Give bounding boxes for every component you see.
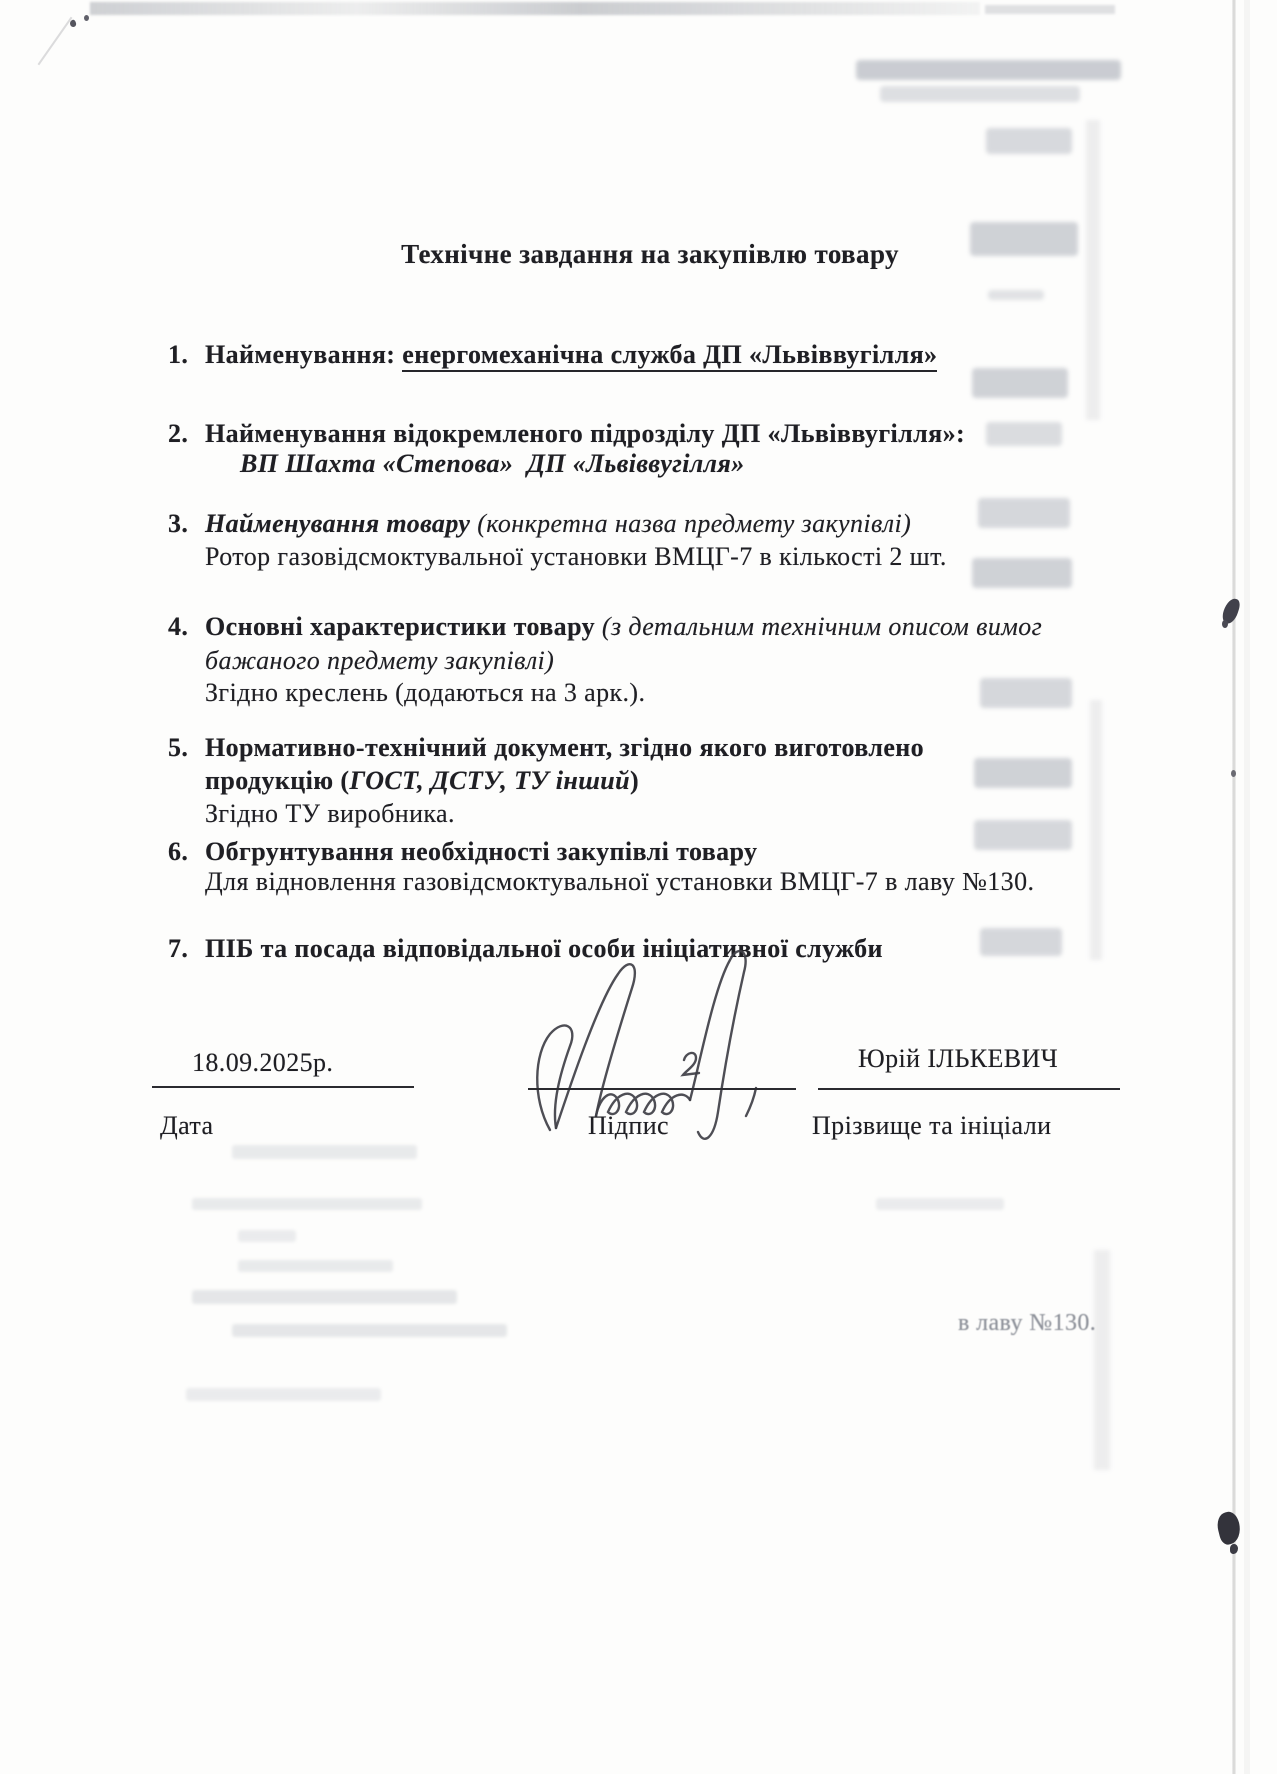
item-2-heading: Найменування відокремленого підрозділу ДП «Львіввугілля»:	[205, 419, 966, 448]
item-1-number: 1.	[168, 340, 189, 369]
item-5-body: Згідно ТУ виробника.	[205, 799, 455, 828]
signature-name: Юрій ІЛЬКЕВИЧ	[858, 1044, 1059, 1073]
bleed-smudge	[974, 820, 1072, 850]
item-6-number: 6.	[168, 837, 189, 866]
date-label: Дата	[160, 1111, 214, 1140]
item-5	[168, 733, 924, 763]
item-3-heading: Найменування товару	[205, 509, 478, 538]
bleed-text-fragment: в лаву №130.	[958, 1310, 1097, 1336]
page-edge-crease	[1232, 0, 1236, 1774]
item-3-body: Ротор газовідсмоктувальної установки ВМЦГ-7 в кількості 2 шт.	[205, 542, 947, 571]
item-5-note: ГОСТ, ДСТУ, ТУ інший	[349, 766, 630, 795]
item-5-number: 5.	[168, 733, 189, 762]
item-7-number: 7.	[168, 934, 189, 963]
bleed-smudge	[232, 1324, 507, 1337]
ink-speck	[1231, 770, 1236, 777]
bleed-smudge	[972, 558, 1072, 588]
item-3-note: (конкретна назва предмету закупівлі)	[477, 509, 912, 538]
ink-blot	[1214, 1510, 1243, 1546]
bleed-smudge	[972, 368, 1068, 398]
item-1-value: енергомеханічна служба ДП «Львіввугілля»	[402, 340, 937, 372]
bleed-smudge	[192, 1290, 457, 1304]
item-5-heading: Нормативно-технічний документ, згідно якого виготовлено	[205, 733, 925, 762]
item-4-note: (з детальним технічним описом вимог	[601, 612, 1043, 641]
bleed-smudge	[986, 422, 1062, 446]
bleed-smudge	[192, 1198, 422, 1210]
signature-underline	[528, 1088, 796, 1090]
signature-stroke	[556, 964, 635, 1128]
bleed-smudge	[186, 1388, 381, 1401]
bleed-smudge	[880, 86, 1080, 102]
name-initials-label: Прізвище та ініціали	[812, 1111, 1052, 1140]
bleed-smudge	[980, 928, 1062, 956]
item-5-heading-cont	[205, 766, 639, 796]
name-underline	[818, 1088, 1120, 1090]
bleed-smudge	[974, 758, 1072, 788]
bleed-smudge	[978, 498, 1070, 528]
bleed-smudge	[980, 678, 1072, 708]
bleed-smudge	[856, 60, 1121, 80]
signature-stroke	[690, 951, 746, 1139]
signature-stroke	[746, 1088, 756, 1116]
item-4-note-cont: бажаного предмету закупівлі)	[205, 646, 555, 675]
scan-smudge-top-right	[985, 5, 1115, 14]
ink-speck	[1230, 1544, 1238, 1554]
date-value: 18.09.2025р.	[192, 1048, 334, 1077]
item-3-number: 3.	[168, 509, 189, 538]
scan-streak	[1090, 700, 1102, 960]
item-6	[168, 837, 757, 867]
item-2-number: 2.	[168, 419, 189, 448]
signature-label: Підпис	[588, 1111, 669, 1140]
date-underline	[152, 1086, 414, 1088]
item-4-number: 4.	[168, 612, 189, 641]
item-1-label: Найменування:	[205, 340, 403, 369]
item-2-subline: ВП Шахта «Степова» ДП «Львіввугілля»	[240, 449, 745, 478]
bleed-smudge	[876, 1198, 1004, 1210]
item-4-body: Згідно креслень (додаються на 3 арк.).	[205, 678, 646, 707]
item-6-body: Для відновлення газовідсмоктувальної установки ВМЦГ-7 в лаву №130.	[205, 867, 1035, 896]
document-title: Технічне завдання на закупівлю товару	[401, 239, 899, 269]
item-7-heading: ПІБ та посада відповідальної особи ініціативної служби	[205, 934, 883, 963]
ink-speck	[84, 15, 89, 21]
bleed-smudge	[986, 128, 1072, 154]
item-5-heading3: )	[630, 766, 640, 795]
scan-streak	[1094, 1250, 1110, 1470]
item-2	[168, 419, 965, 449]
item-4-heading: Основні характеристики товару	[205, 612, 602, 641]
scan-smudge-top	[90, 2, 980, 15]
item-6-heading: Обгрунтування необхідності закупівлі товару	[205, 837, 758, 866]
item-4	[168, 612, 1042, 642]
ink-speck	[1222, 620, 1228, 628]
item-5-heading2: продукцію (	[205, 766, 350, 795]
bleed-smudge	[232, 1145, 417, 1159]
page-edge-shadow	[1244, 0, 1250, 1774]
item-1	[168, 340, 937, 370]
bleed-smudge	[238, 1230, 296, 1242]
item-3	[168, 509, 911, 539]
scan-streak	[38, 17, 73, 66]
bleed-smudge	[988, 290, 1044, 300]
scan-streak	[1086, 120, 1100, 420]
bleed-smudge	[238, 1260, 393, 1272]
signature-stroke	[537, 1025, 572, 1130]
